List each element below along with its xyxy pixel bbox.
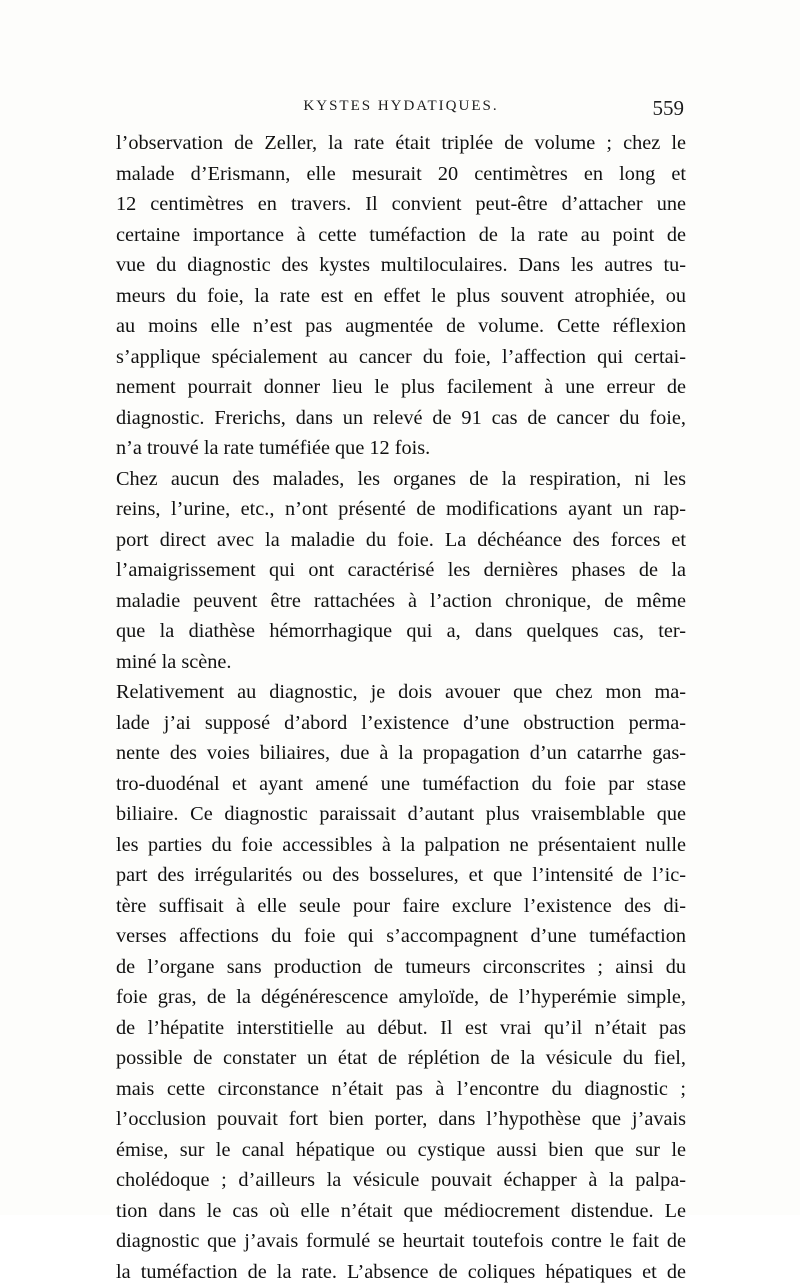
text-line: biliaire. Ce diagnostic paraissait d’autant plus vraisemblable que	[116, 799, 686, 830]
text-line: tion dans le cas où elle n’était que médiocrement distendue. Le	[116, 1196, 686, 1227]
text-line: tère suffisait à elle seule pour faire exclure l’existence des di-	[116, 891, 686, 922]
text-line: miné la scène.	[116, 647, 686, 678]
text-line: possible de constater un état de réplétion de la vésicule du fiel,	[116, 1043, 686, 1074]
text-line: au moins elle n’est pas augmentée de volume. Cette réflexion	[116, 311, 686, 342]
text-line: les parties du foie accessibles à la palpation ne présentaient nulle	[116, 830, 686, 861]
text-line: que la diathèse hémorrhagique qui a, dans quelques cas, ter-	[116, 616, 686, 647]
text-line: de l’hépatite interstitielle au début. Il est vrai qu’il n’était pas	[116, 1013, 686, 1044]
text-line: tro-duodénal et ayant amené une tuméfaction du foie par stase	[116, 769, 686, 800]
text-line: port direct avec la maladie du foie. La déchéance des forces et	[116, 525, 686, 556]
text-line: malade d’Erismann, elle mesurait 20 centimètres en long et	[116, 159, 686, 190]
text-line: diagnostic que j’avais formulé se heurtait toutefois contre le fait de	[116, 1226, 686, 1257]
page-header	[118, 96, 684, 124]
text-line: certaine importance à cette tuméfaction de la rate au point de	[116, 220, 686, 251]
text-line: reins, l’urine, etc., n’ont présenté de modifications ayant un rap-	[116, 494, 686, 525]
text-line: mais cette circonstance n’était pas à l’encontre du diagnostic ;	[116, 1074, 686, 1105]
text-line: diagnostic. Frerichs, dans un relevé de 91 cas de cancer du foie,	[116, 403, 686, 434]
text-line: Chez aucun des malades, les organes de la respiration, ni les	[116, 464, 686, 495]
text-line: la tuméfaction de la rate. L’absence de coliques hépatiques et de	[116, 1257, 686, 1287]
text-line: n’a trouvé la rate tuméfiée que 12 fois.	[116, 433, 686, 464]
text-line: l’amaigrissement qui ont caractérisé les dernières phases de la	[116, 555, 686, 586]
text-line: foie gras, de la dégénérescence amyloïde, de l’hyperémie simple,	[116, 982, 686, 1013]
text-line: l’occlusion pouvait fort bien porter, dans l’hypothèse que j’avais	[116, 1104, 686, 1135]
text-line: vue du diagnostic des kystes multiloculaires. Dans les autres tu-	[116, 250, 686, 281]
text-line: lade j’ai supposé d’abord l’existence d’une obstruction perma-	[116, 708, 686, 739]
text-line: 12 centimètres en travers. Il convient peut-être d’attacher une	[116, 189, 686, 220]
text-line: l’observation de Zeller, la rate était triplée de volume ; chez le	[116, 128, 686, 159]
text-line: s’applique spécialement au cancer du foie, l’affection qui certai-	[116, 342, 686, 373]
text-line: nement pourrait donner lieu le plus facilement à une erreur de	[116, 372, 686, 403]
text-line: maladie peuvent être rattachées à l’action chronique, de même	[116, 586, 686, 617]
text-line: nente des voies biliaires, due à la propagation d’un catarrhe gas-	[116, 738, 686, 769]
body-text	[116, 128, 686, 1287]
text-line: verses affections du foie qui s’accompagnent d’une tuméfaction	[116, 921, 686, 952]
page-number: 559	[653, 96, 685, 121]
text-line: part des irrégularités ou des bosselures, et que l’intensité de l’ic-	[116, 860, 686, 891]
text-line: émise, sur le canal hépatique ou cystique aussi bien que sur le	[116, 1135, 686, 1166]
text-line: de l’organe sans production de tumeurs circonscrites ; ainsi du	[116, 952, 686, 983]
running-title: KYSTES HYDATIQUES.	[118, 98, 684, 115]
text-line: cholédoque ; d’ailleurs la vésicule pouvait échapper à la palpa-	[116, 1165, 686, 1196]
text-line: Relativement au diagnostic, je dois avouer que chez mon ma-	[116, 677, 686, 708]
text-line: meurs du foie, la rate est en effet le plus souvent atrophiée, ou	[116, 281, 686, 312]
